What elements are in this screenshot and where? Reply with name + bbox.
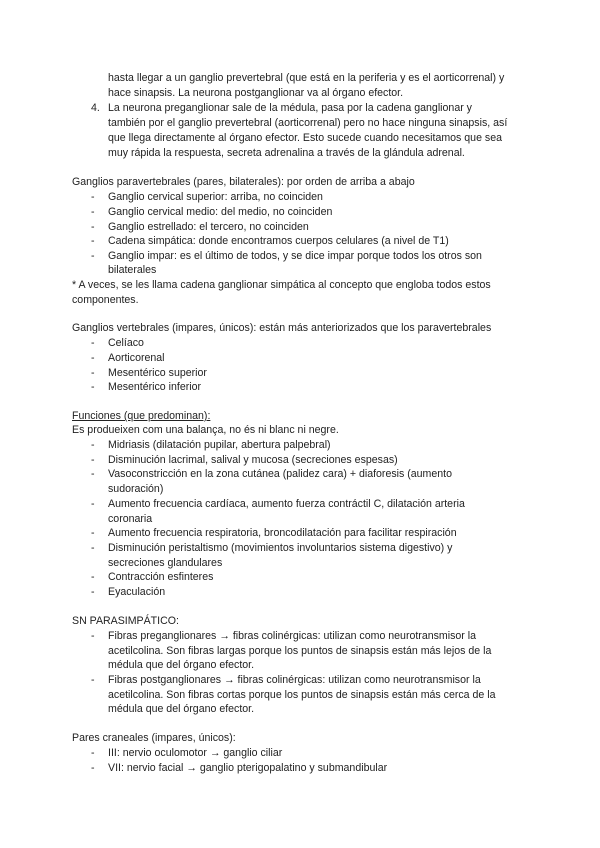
list-item-continuation: médula que del órgano efector. <box>108 703 255 715</box>
paravertebrales-note-line-2: componentes. <box>72 294 139 306</box>
list-item-continuation: bilaterales <box>108 264 157 276</box>
list-item-continuation: sudoración) <box>108 483 164 495</box>
list-item: Vasoconstricción en la zona cutánea (palidez cara) + diaforesis (aumento <box>108 468 452 480</box>
vertebrales-heading: Ganglios vertebrales (impares, únicos): están más anteriorizados que los paravertebrales <box>72 322 492 334</box>
list-bullet: - <box>91 747 95 759</box>
list-bullet: - <box>91 367 95 379</box>
list-bullet: - <box>91 468 95 480</box>
list-item: Aorticorenal <box>108 352 165 364</box>
item4-line-2: también por el ganglio prevertebral (aorticorrenal) pero no hace ninguna sinapsis, así <box>108 117 508 129</box>
list-bullet: - <box>91 235 95 247</box>
list-item: Mesentérico superior <box>108 367 207 379</box>
item4-line-1: La neurona preganglionar sale de la médula, pasa por la cadena ganglionar y <box>108 102 472 114</box>
list-item-continuation: médula que del órgano efector. <box>108 659 255 671</box>
list-item: Ganglio cervical medio: del medio, no coinciden <box>108 206 333 218</box>
list-bullet: - <box>91 337 95 349</box>
paravertebrales-note-line-1: * A veces, se les llama cadena ganglionar simpática al concepto que engloba todos estos <box>72 279 491 291</box>
item3-line-2: hace sinapsis. La neurona postganglionar va al órgano efector. <box>108 87 404 99</box>
list-item-continuation: acetilcolina. Son fibras largas porque los puntos de sinapsis están más lejos de la <box>108 645 492 657</box>
list-bullet: - <box>91 250 95 262</box>
list-bullet: - <box>91 498 95 510</box>
craneales-heading: Pares craneales (impares, únicos): <box>72 732 236 744</box>
item3-line-1: hasta llegar a un ganglio prevertebral (que está en la periferia y es el aorticorrenal) y <box>108 72 505 84</box>
item4-line-4: muy rápida la respuesta, secreta adrenalina a través de la glándula adrenal. <box>108 147 465 159</box>
list-bullet: - <box>91 542 95 554</box>
item4-number: 4. <box>91 102 100 114</box>
list-item: Contracción esfinteres <box>108 571 214 583</box>
list-item: Ganglio estrellado: el tercero, no coinciden <box>108 221 309 233</box>
list-item: Aumento frecuencia respiratoria, broncodilatación para facilitar respiración <box>108 527 457 539</box>
list-item: Cadena simpática: donde encontramos cuerpos celulares (a nivel de T1) <box>108 235 449 247</box>
list-bullet: - <box>91 571 95 583</box>
list-item: Ganglio impar: es el último de todos, y se dice impar porque todos los otros son <box>108 250 482 262</box>
list-item: Fibras postganglionares → fibras colinérgicas: utilizan como neurotransmisor la <box>108 674 481 686</box>
list-item-continuation: coronaria <box>108 513 153 525</box>
list-item: Mesentérico inferior <box>108 381 202 393</box>
list-item: Aumento frecuencia cardíaca, aumento fuerza contráctil C, dilatación arteria <box>108 498 465 510</box>
list-item: Disminución lacrimal, salival y mucosa (secreciones espesas) <box>108 454 398 466</box>
parasimpatico-heading: SN PARASIMPÁTICO: <box>72 615 179 627</box>
list-bullet: - <box>91 191 95 203</box>
list-item: Ganglio cervical superior: arriba, no coinciden <box>108 191 323 203</box>
paravertebrales-heading: Ganglios paravertebrales (pares, bilaterales): por orden de arriba a abajo <box>72 176 415 188</box>
list-item-continuation: secreciones glandulares <box>108 557 223 569</box>
list-bullet: - <box>91 586 95 598</box>
list-bullet: - <box>91 352 95 364</box>
funciones-heading: Funciones (que predominan): <box>72 410 211 422</box>
list-item-continuation: acetilcolina. Son fibras cortas porque los puntos de sinapsis están más cerca de la <box>108 689 496 701</box>
list-item: Eyaculación <box>108 586 166 598</box>
list-bullet: - <box>91 439 95 451</box>
list-bullet: - <box>91 630 95 642</box>
list-bullet: - <box>91 381 95 393</box>
list-bullet: - <box>91 454 95 466</box>
list-item: Fibras preganglionares → fibras colinérgicas: utilizan como neurotransmisor la <box>108 630 477 642</box>
list-bullet: - <box>91 527 95 539</box>
list-bullet: - <box>91 674 95 686</box>
list-bullet: - <box>91 762 95 774</box>
list-bullet: - <box>91 221 95 233</box>
list-item: III: nervio oculomotor → ganglio ciliar <box>108 747 283 759</box>
item4-line-3: que llega directamente al órgano efector. Esto sucede cuando necesitamos que sea <box>108 132 502 144</box>
list-item: VII: nervio facial → ganglio pterigopalatino y submandibular <box>108 762 388 774</box>
list-item: Disminución peristaltismo (movimientos involuntarios sistema digestivo) y <box>108 542 453 554</box>
list-item: Celíaco <box>108 337 144 349</box>
funciones-intro: Es produeixen com una balança, no és ni blanc ni negre. <box>72 424 339 436</box>
list-bullet: - <box>91 206 95 218</box>
list-item: Midriasis (dilatación pupilar, abertura palpebral) <box>108 439 331 451</box>
